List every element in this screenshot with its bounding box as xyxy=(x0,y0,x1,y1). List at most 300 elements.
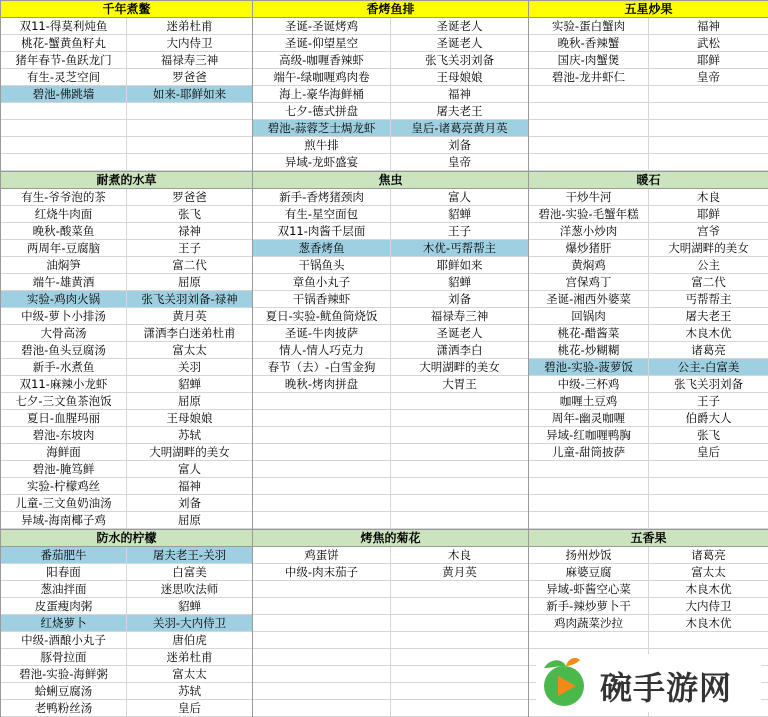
dish-name: 异域-虾酱空心菜 xyxy=(529,581,649,597)
dish-name: 红烧萝卜 xyxy=(1,615,127,631)
guest-name: 屠夫老王 xyxy=(436,104,483,118)
guest-name: 耶鲜 xyxy=(697,53,720,67)
table-row xyxy=(1,649,252,666)
dish-name: 桃花-炒糊糊 xyxy=(529,342,649,358)
dish-name: 中级-萝卜小排汤 xyxy=(1,308,127,324)
table-row xyxy=(529,240,768,257)
dish-name: 晚秋-香辣蟹 xyxy=(529,35,649,51)
table-row xyxy=(529,52,768,69)
logo-text: 碗手游网 xyxy=(600,669,733,707)
dish-name xyxy=(529,495,649,511)
table-row xyxy=(1,308,252,325)
guest-name: 皇后-诸葛亮黄月英 xyxy=(411,121,508,135)
guest-name: 张飞 xyxy=(697,428,720,442)
table-row xyxy=(253,700,528,717)
panel-3 xyxy=(0,171,253,530)
dish-name: 碧池-腌笃鲜 xyxy=(1,461,127,477)
guest-name: 黄月英 xyxy=(172,309,207,323)
guest-name: 木优-丐帮帮主 xyxy=(422,241,497,255)
guest-name xyxy=(391,666,528,682)
guest-name: 福禄寿三神 xyxy=(160,53,219,67)
table-row xyxy=(1,700,252,717)
table-row xyxy=(253,683,528,700)
guest-name xyxy=(649,137,768,153)
guest-name: 王子 xyxy=(448,224,471,238)
guest-name: 张飞关羽刘备 xyxy=(674,377,743,391)
guest-name: 大内侍卫 xyxy=(166,36,213,50)
dish-name: 异域-海南椰子鸡 xyxy=(1,512,127,528)
table-row xyxy=(253,223,528,240)
table-row xyxy=(253,598,528,615)
guest-name xyxy=(391,427,528,443)
dish-name: 七夕-德式拼盘 xyxy=(253,103,391,119)
dish-name xyxy=(253,393,391,409)
guest-name xyxy=(391,393,528,409)
table-row xyxy=(529,18,768,35)
guest-name: 木良木优 xyxy=(685,326,732,340)
guest-name: 木良木优 xyxy=(685,582,732,596)
panel-title: 暖石 xyxy=(529,172,768,189)
guest-name: 罗爸爸 xyxy=(172,70,207,84)
panel-title: 耐煮的水草 xyxy=(1,172,252,189)
table-row xyxy=(1,427,252,444)
dish-name: 双11-得莫利炖鱼 xyxy=(1,18,127,34)
table-row xyxy=(253,240,528,257)
dish-name xyxy=(253,444,391,460)
dish-name: 异域-红咖喱鸭胸 xyxy=(529,427,649,443)
table-row xyxy=(1,274,252,291)
dish-name xyxy=(529,512,649,528)
guest-name: 福禄寿三神 xyxy=(430,309,489,323)
table-row xyxy=(529,308,768,325)
table-row xyxy=(1,632,252,649)
guest-name xyxy=(649,86,768,102)
table-row xyxy=(1,18,252,35)
table-row xyxy=(253,308,528,325)
table-row xyxy=(529,478,768,495)
table-row xyxy=(1,154,252,171)
dish-name: 油焖笋 xyxy=(1,257,127,273)
guest-name: 刘备 xyxy=(448,292,471,306)
dish-name xyxy=(253,683,391,699)
guest-name: 关羽 xyxy=(178,360,201,374)
guest-name xyxy=(127,154,252,170)
table-row xyxy=(253,410,528,427)
dish-name: 两周年-豆腐脑 xyxy=(1,240,127,256)
guest-name: 张飞关羽刘备-禄神 xyxy=(141,292,238,306)
table-row xyxy=(529,154,768,171)
guest-name xyxy=(649,154,768,170)
dish-name: 端午-雄黄酒 xyxy=(1,274,127,290)
guest-name: 福神 xyxy=(448,87,471,101)
panel-title: 五香果 xyxy=(529,530,768,547)
table-row xyxy=(529,274,768,291)
table-row xyxy=(529,581,768,598)
table-row xyxy=(529,393,768,410)
panel-0 xyxy=(0,0,253,172)
dish-name: 黄焖鸡 xyxy=(529,257,649,273)
guest-name: 貂蝉 xyxy=(178,377,201,391)
dish-name xyxy=(1,137,127,153)
guest-name: 耶鲜如来 xyxy=(436,258,483,272)
guest-name: 木良木优 xyxy=(685,616,732,630)
guest-name: 木良 xyxy=(697,190,720,204)
panel-title: 香烤鱼排 xyxy=(253,1,528,18)
guest-name: 如来-耶鲜如来 xyxy=(152,87,227,101)
dish-name xyxy=(1,154,127,170)
table-row xyxy=(253,478,528,495)
guest-name xyxy=(127,137,252,153)
table-row xyxy=(253,189,528,206)
guest-name: 富二代 xyxy=(691,275,726,289)
dish-name: 中级-酒酿小丸子 xyxy=(1,632,127,648)
table-row xyxy=(529,35,768,52)
dish-name: 圣诞-牛肉披萨 xyxy=(253,325,391,341)
guest-name: 皇后 xyxy=(697,445,720,459)
guest-name: 王母娘娘 xyxy=(436,70,483,84)
panel-title: 五星炒果 xyxy=(529,1,768,18)
dish-name xyxy=(253,649,391,665)
guest-name: 皇帝 xyxy=(448,155,471,169)
table-row xyxy=(253,461,528,478)
dish-name: 有生-星空面包 xyxy=(253,206,391,222)
table-row xyxy=(253,564,528,581)
dish-name xyxy=(529,86,649,102)
table-row xyxy=(529,547,768,564)
dish-name: 碧池-佛跳墙 xyxy=(1,86,127,102)
table-row xyxy=(1,223,252,240)
guest-name xyxy=(391,495,528,511)
table-row xyxy=(1,291,252,308)
dish-name: 宫保鸡丁 xyxy=(529,274,649,290)
guest-name: 富二代 xyxy=(172,258,207,272)
guest-name xyxy=(391,478,528,494)
dish-name xyxy=(253,632,391,648)
table-row xyxy=(1,666,252,683)
dish-name: 碧池-鱼头豆腐汤 xyxy=(1,342,127,358)
table-row xyxy=(529,376,768,393)
guest-name: 张飞关羽刘备 xyxy=(425,53,494,67)
panel-2 xyxy=(528,0,768,172)
dish-name: 麻婆豆腐 xyxy=(529,564,649,580)
dish-name: 鸡肉蔬菜沙拉 xyxy=(529,615,649,631)
dish-name: 皮蛋瘦肉粥 xyxy=(1,598,127,614)
guest-name xyxy=(127,103,252,119)
guest-name: 屈原 xyxy=(178,275,201,289)
dish-name: 爆炒猪肝 xyxy=(529,240,649,256)
guest-name: 屈原 xyxy=(178,394,201,408)
dish-name: 碧池-龙井虾仁 xyxy=(529,69,649,85)
table-row xyxy=(1,69,252,86)
dish-name: 章鱼小丸子 xyxy=(253,274,391,290)
guest-name: 皇后 xyxy=(178,701,201,715)
table-row xyxy=(1,393,252,410)
guest-name xyxy=(391,598,528,614)
dish-name: 碧池-实验-毛蟹年糕 xyxy=(529,206,649,222)
table-row xyxy=(1,325,252,342)
dish-name: 有生-爷爷泡的茶 xyxy=(1,189,127,205)
guest-name xyxy=(391,615,528,631)
guest-name: 苏轼 xyxy=(178,428,201,442)
dish-name: 新手-香烤猪颈肉 xyxy=(253,189,391,205)
table-row xyxy=(1,137,252,154)
guest-name xyxy=(391,410,528,426)
table-row xyxy=(253,615,528,632)
dish-name xyxy=(253,461,391,477)
guest-name: 丐帮帮主 xyxy=(685,292,732,306)
dish-name xyxy=(253,512,391,528)
table-row xyxy=(253,581,528,598)
guest-name xyxy=(649,495,768,511)
dish-name xyxy=(529,154,649,170)
guest-name: 张飞 xyxy=(178,207,201,221)
dish-name: 葱香烤鱼 xyxy=(253,240,391,256)
dish-name xyxy=(529,461,649,477)
guest-name: 圣诞老人 xyxy=(436,36,483,50)
dish-name: 阳春面 xyxy=(1,564,127,580)
panel-5 xyxy=(528,171,768,530)
guest-name: 白富美 xyxy=(172,565,207,579)
dish-name xyxy=(253,581,391,597)
guest-name: 圣诞老人 xyxy=(436,326,483,340)
dish-name: 咖喱土豆鸡 xyxy=(529,393,649,409)
table-row xyxy=(253,35,528,52)
dish-name xyxy=(253,495,391,511)
panel-1 xyxy=(252,0,529,172)
table-row xyxy=(253,291,528,308)
dish-name: 煎牛排 xyxy=(253,137,391,153)
panel-title: 防水的柠檬 xyxy=(1,530,252,547)
dish-name: 双11-肉酱千层面 xyxy=(253,223,391,239)
guest-name xyxy=(391,649,528,665)
table-row xyxy=(529,257,768,274)
table-row xyxy=(529,632,768,649)
guest-name: 大明湖畔的美女 xyxy=(419,360,500,374)
table-row xyxy=(1,495,252,512)
table-row xyxy=(253,137,528,154)
table-row xyxy=(1,410,252,427)
table-row xyxy=(1,376,252,393)
guest-name: 王子 xyxy=(178,241,201,255)
dish-name: 七夕-三文鱼茶泡饭 xyxy=(1,393,127,409)
dish-name: 有生-灵芝空间 xyxy=(1,69,127,85)
table-row xyxy=(1,598,252,615)
dish-name: 碧池-实验-海鲜粥 xyxy=(1,666,127,682)
guest-name: 武松 xyxy=(697,36,720,50)
dish-name xyxy=(253,666,391,682)
table-row xyxy=(529,444,768,461)
table-row xyxy=(1,547,252,564)
guest-name: 王子 xyxy=(697,394,720,408)
guest-name: 王母娘娘 xyxy=(166,411,213,425)
guest-name: 大明湖畔的美女 xyxy=(668,241,749,255)
guest-name: 貂蝉 xyxy=(448,275,471,289)
table-row xyxy=(529,137,768,154)
table-row xyxy=(529,223,768,240)
table-row xyxy=(253,325,528,342)
dish-name: 国庆-肉蟹煲 xyxy=(529,52,649,68)
table-row xyxy=(529,325,768,342)
table-row xyxy=(253,444,528,461)
guest-name xyxy=(649,103,768,119)
dish-name: 春节（去）-白雪金狗 xyxy=(253,359,391,375)
guest-name xyxy=(391,512,528,528)
table-row xyxy=(1,359,252,376)
dish-name: 新手-水煮鱼 xyxy=(1,359,127,375)
dish-name: 扬州炒饭 xyxy=(529,547,649,563)
dish-name: 圣诞-湘西外婆菜 xyxy=(529,291,649,307)
guest-name: 富人 xyxy=(448,190,471,204)
guest-name: 迷思吹法师 xyxy=(160,582,219,596)
dish-name: 中级-三杯鸡 xyxy=(529,376,649,392)
guest-name: 大内侍卫 xyxy=(685,599,732,613)
play-leaf-icon xyxy=(536,654,596,712)
guest-name: 富太太 xyxy=(691,565,726,579)
guest-name: 屈原 xyxy=(178,513,201,527)
panel-title: 焦虫 xyxy=(253,172,528,189)
table-row xyxy=(253,69,528,86)
guest-name: 黄月英 xyxy=(442,565,477,579)
table-row xyxy=(529,564,768,581)
guest-name xyxy=(391,444,528,460)
dish-name: 实验-鸡肉火锅 xyxy=(1,291,127,307)
dish-name: 实验-柠檬鸡丝 xyxy=(1,478,127,494)
table-row xyxy=(1,206,252,223)
table-row xyxy=(529,410,768,427)
table-row xyxy=(253,649,528,666)
guest-name: 罗爸爸 xyxy=(172,190,207,204)
table-row xyxy=(1,461,252,478)
guest-name: 耶鲜 xyxy=(697,207,720,221)
guest-name: 禄神 xyxy=(178,224,201,238)
guest-name: 大胃王 xyxy=(442,377,477,391)
table-row xyxy=(1,86,252,103)
table-row xyxy=(529,86,768,103)
dish-name xyxy=(529,478,649,494)
table-row xyxy=(1,444,252,461)
dish-name: 儿童-甜筒披萨 xyxy=(529,444,649,460)
guest-name: 公主 xyxy=(697,258,720,272)
dish-name: 鸡蛋饼 xyxy=(253,547,391,563)
dish-name: 蛤蜊豆腐汤 xyxy=(1,683,127,699)
table-row xyxy=(253,632,528,649)
guest-name: 屠夫老王 xyxy=(685,309,732,323)
guest-name: 公主-白富美 xyxy=(677,360,740,374)
guest-name: 潇洒李白迷弟杜甫 xyxy=(143,326,236,340)
dish-name: 夏日-实验-鱿鱼筒烧饭 xyxy=(253,308,391,324)
dish-name xyxy=(529,103,649,119)
table-row xyxy=(1,103,252,120)
dish-name: 葱油拌面 xyxy=(1,581,127,597)
dish-name xyxy=(1,103,127,119)
table-row xyxy=(529,495,768,512)
guest-name: 富人 xyxy=(178,462,201,476)
dish-name: 干锅鱼头 xyxy=(253,257,391,273)
dish-name xyxy=(529,120,649,136)
guest-name: 福神 xyxy=(697,19,720,33)
dish-name xyxy=(1,120,127,136)
dish-name: 红烧牛肉面 xyxy=(1,206,127,222)
dish-name xyxy=(253,478,391,494)
dish-name: 圣诞-仰望星空 xyxy=(253,35,391,51)
guest-name: 屠夫老王-关羽 xyxy=(152,548,227,562)
panel-title: 烤焦的菊花 xyxy=(253,530,528,547)
table-row xyxy=(1,512,252,529)
dish-name xyxy=(253,427,391,443)
table-row xyxy=(529,291,768,308)
panel-7 xyxy=(252,529,529,717)
guest-name: 潇洒李白 xyxy=(436,343,483,357)
dish-name: 大骨高汤 xyxy=(1,325,127,341)
guest-name: 关羽-大内侍卫 xyxy=(152,616,227,630)
table-row xyxy=(529,342,768,359)
table-row xyxy=(253,120,528,137)
dish-name: 圣诞-圣诞烤鸡 xyxy=(253,18,391,34)
dish-name: 端午-绿咖喱鸡肉卷 xyxy=(253,69,391,85)
dish-name: 儿童-三文鱼奶油汤 xyxy=(1,495,127,511)
dish-name: 海上-豪华海鲜桶 xyxy=(253,86,391,102)
guest-name xyxy=(649,461,768,477)
guest-name: 刘备 xyxy=(178,496,201,510)
guest-name: 迷弟杜甫 xyxy=(166,19,213,33)
table-row xyxy=(529,359,768,376)
dish-name: 干炒牛河 xyxy=(529,189,649,205)
dish-name xyxy=(253,615,391,631)
table-row xyxy=(529,615,768,632)
table-row xyxy=(529,69,768,86)
table-row xyxy=(529,189,768,206)
table-row xyxy=(1,120,252,137)
guest-name xyxy=(391,700,528,716)
dish-name: 干锅香辣虾 xyxy=(253,291,391,307)
table-row xyxy=(529,427,768,444)
table-row xyxy=(253,154,528,171)
table-row xyxy=(253,376,528,393)
table-row xyxy=(253,427,528,444)
guest-name xyxy=(649,478,768,494)
dish-name: 猪年春节-鱼跃龙门 xyxy=(1,52,127,68)
guest-name: 诸葛亮 xyxy=(691,343,726,357)
guest-name xyxy=(127,120,252,136)
table-row xyxy=(529,120,768,137)
dish-name: 洋葱小炒肉 xyxy=(529,223,649,239)
panel-4 xyxy=(252,171,529,530)
dish-name: 晚秋-烤肉拼盘 xyxy=(253,376,391,392)
guest-name: 宫爷 xyxy=(697,224,720,238)
guest-name: 木良 xyxy=(448,548,471,562)
guest-name: 富太太 xyxy=(172,343,207,357)
table-row xyxy=(1,615,252,632)
guest-name: 伯爵大人 xyxy=(685,411,732,425)
dish-name xyxy=(529,137,649,153)
table-row xyxy=(529,512,768,529)
table-row xyxy=(1,257,252,274)
dish-name: 回锅肉 xyxy=(529,308,649,324)
dish-name: 夏日-血腥玛丽 xyxy=(1,410,127,426)
dish-name: 情人-情人巧克力 xyxy=(253,342,391,358)
dish-name: 双11-麻辣小龙虾 xyxy=(1,376,127,392)
guest-name: 诸葛亮 xyxy=(691,548,726,562)
dish-name: 海鲜面 xyxy=(1,444,127,460)
table-row xyxy=(1,342,252,359)
dish-name: 高级-咖喱香辣虾 xyxy=(253,52,391,68)
table-row xyxy=(253,206,528,223)
table-row xyxy=(253,274,528,291)
table-row xyxy=(1,581,252,598)
table-row xyxy=(253,86,528,103)
dish-name: 碧池-蒜蓉芝士焗龙虾 xyxy=(253,120,391,136)
table-row xyxy=(529,103,768,120)
